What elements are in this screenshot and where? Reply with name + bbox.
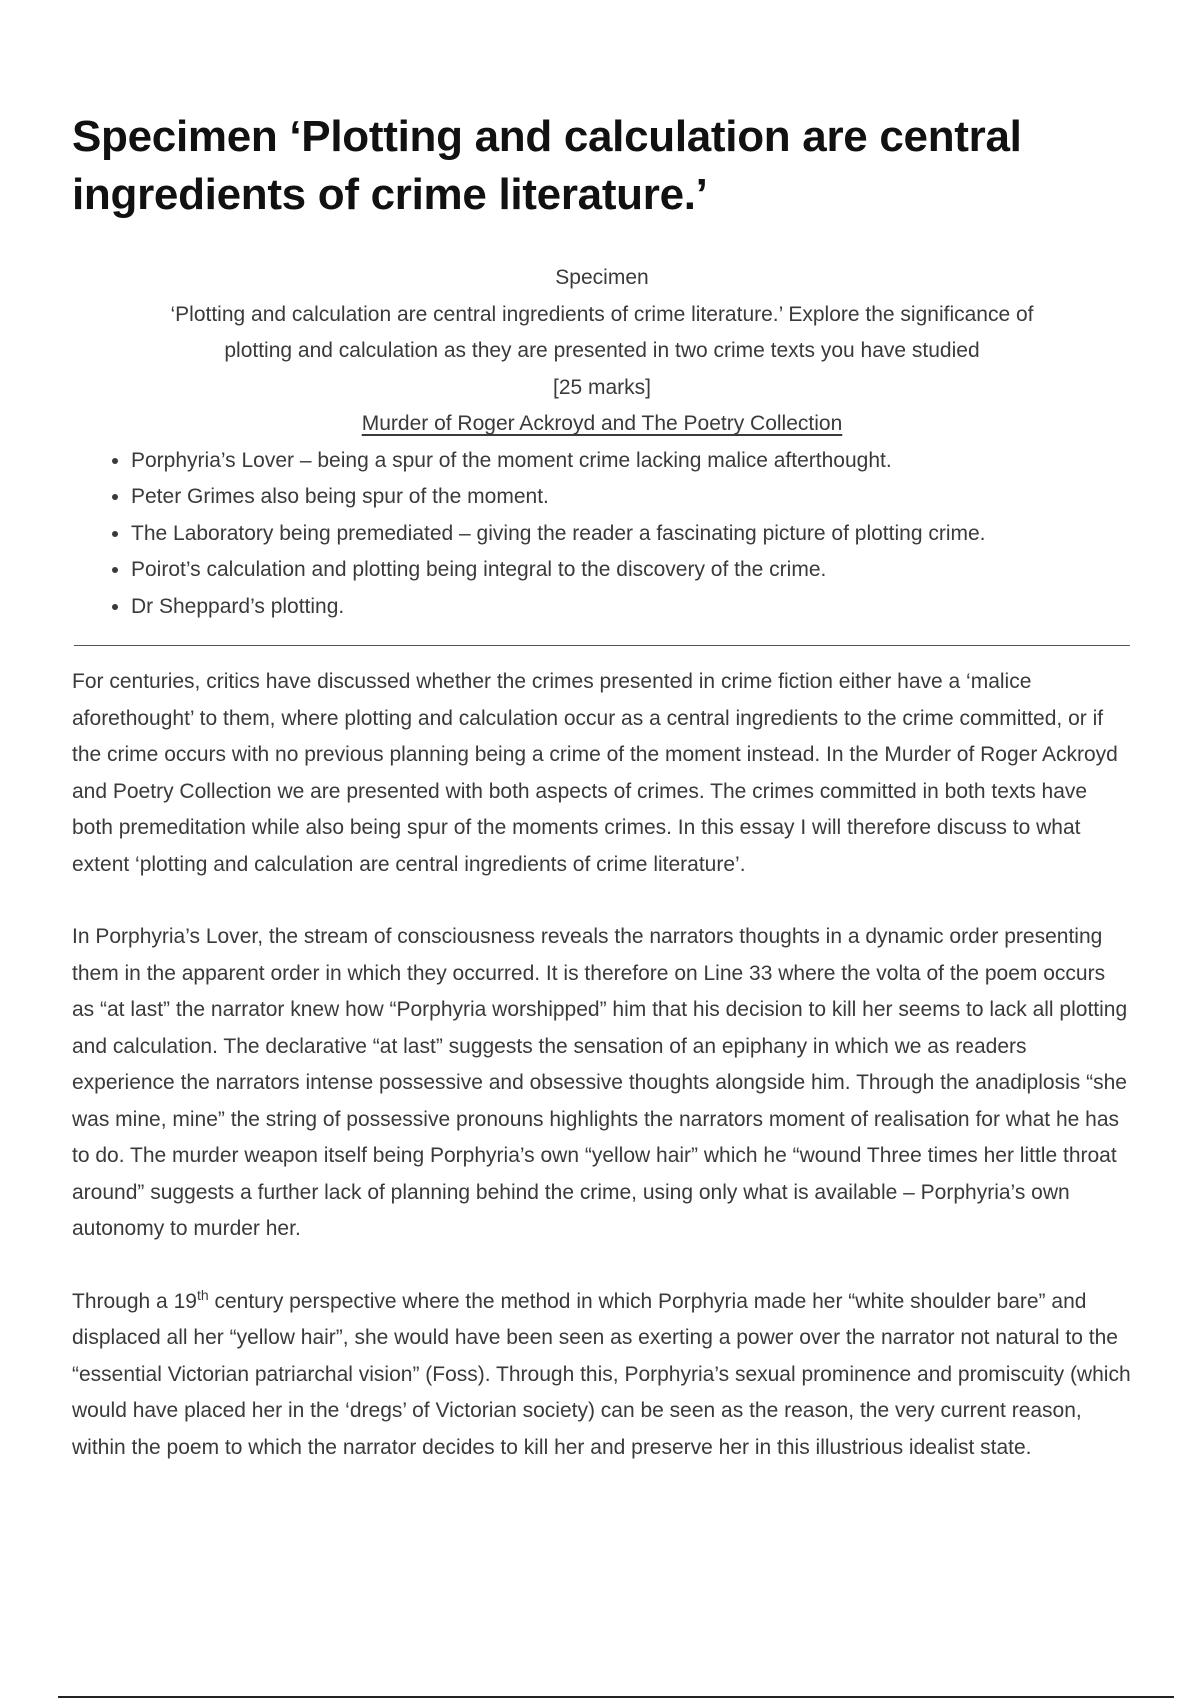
essay-paragraph-porphyria: In Porphyria’s Lover, the stream of consciousness reveals the narrators thoughts in a dynamic order presenting them in the apparent order in which they occurred. It is therefore on Line 33 where the volta of the poem occurs as “at last” the narrator knew how “Porphyria worshipped” him that his decision to kill her seems to lack all plotting and calculation. The declarative “at last” suggests the sensation of an epiphany in which we as readers experience the narrators intense possessive and obsessive thoughts alongside him. Through the anadiplosis “she was mine, mine” the string of possessive pronouns highlights the narrators moment of realisation for what he has to do. The murder weapon itself being Porphyria’s own “yellow hair” which he “wound Three times her little throat around” suggests a further lack of planning behind the crime, using only what is available – Porphyria’s own autonomy to murder her.	[72, 925, 1128, 1240]
essay-paragraph-intro: For centuries, critics have discussed whether the crimes presented in crime fiction either have a ‘malice aforethought’ to them, where plotting and calculation occur as a central ingredients to the crime committed, or if the crime occurs with no previous planning being a crime of the moment instead. In the Murder of Roger Ackroyd and Poetry Collection we are presented with both aspects of crimes. The crimes committed in both texts have both premeditation while also being spur of the moments crimes. In this essay I will therefore discuss to what extent ‘plotting and calculation are central ingredients of crime literature’.	[72, 670, 1118, 876]
paragraph-text-start: Through a 19	[72, 1289, 197, 1313]
list-item: • Porphyria’s Lover – being a spur of the moment crime lacking malice afterthought.	[131, 443, 1132, 480]
texts-studied: Murder of Roger Ackroyd and The Poetry Collection	[361, 412, 843, 435]
list-item: • Dr Sheppard’s plotting.	[131, 589, 1132, 626]
essay-paragraph-context	[72, 1284, 1132, 1467]
list-item: • Peter Grimes also being spur of the moment.	[131, 479, 1132, 516]
document-title: Specimen ‘Plotting and calculation are central ingredients of crime literature.’	[72, 112, 1022, 219]
specimen-label: Specimen	[555, 266, 649, 289]
list-item: • Poirot’s calculation and plotting being integral to the discovery of the crime.	[131, 552, 1132, 589]
page-bottom-divider	[58, 1696, 1174, 1698]
question-line-1: ‘Plotting and calculation are central ingredients of crime literature.’ Explore the significance of	[170, 302, 1034, 326]
marks-label: [25 marks]	[552, 375, 652, 399]
document-page	[72, 0, 1132, 1466]
question-header	[72, 260, 1132, 443]
list-item: • The Laboratory being premediated – giving the reader a fascinating picture of plotting crime.	[131, 516, 1132, 553]
section-divider	[74, 645, 1130, 646]
question-line-2: plotting and calculation as they are presented in two crime texts you have studied	[224, 339, 980, 362]
plan-bullet-list	[72, 443, 1132, 626]
ordinal-superscript: th	[196, 1286, 209, 1303]
paragraph-text-rest: century perspective where the method in which Porphyria made her “white shoulder bare” and displaced all her “yellow hair”, she would have been seen as exerting a power over the narrator not natural to the “essential Victorian patriarchal vision” (Foss). Through this, Porphyria’s sexual prominence and promiscuity (which would have placed her in the ‘dregs’ of Victorian society) can be seen as the reason, the very current reason, within the poem to which the narrator decides to kill her and preserve her in this illustrious idealist state.	[72, 1289, 1131, 1459]
